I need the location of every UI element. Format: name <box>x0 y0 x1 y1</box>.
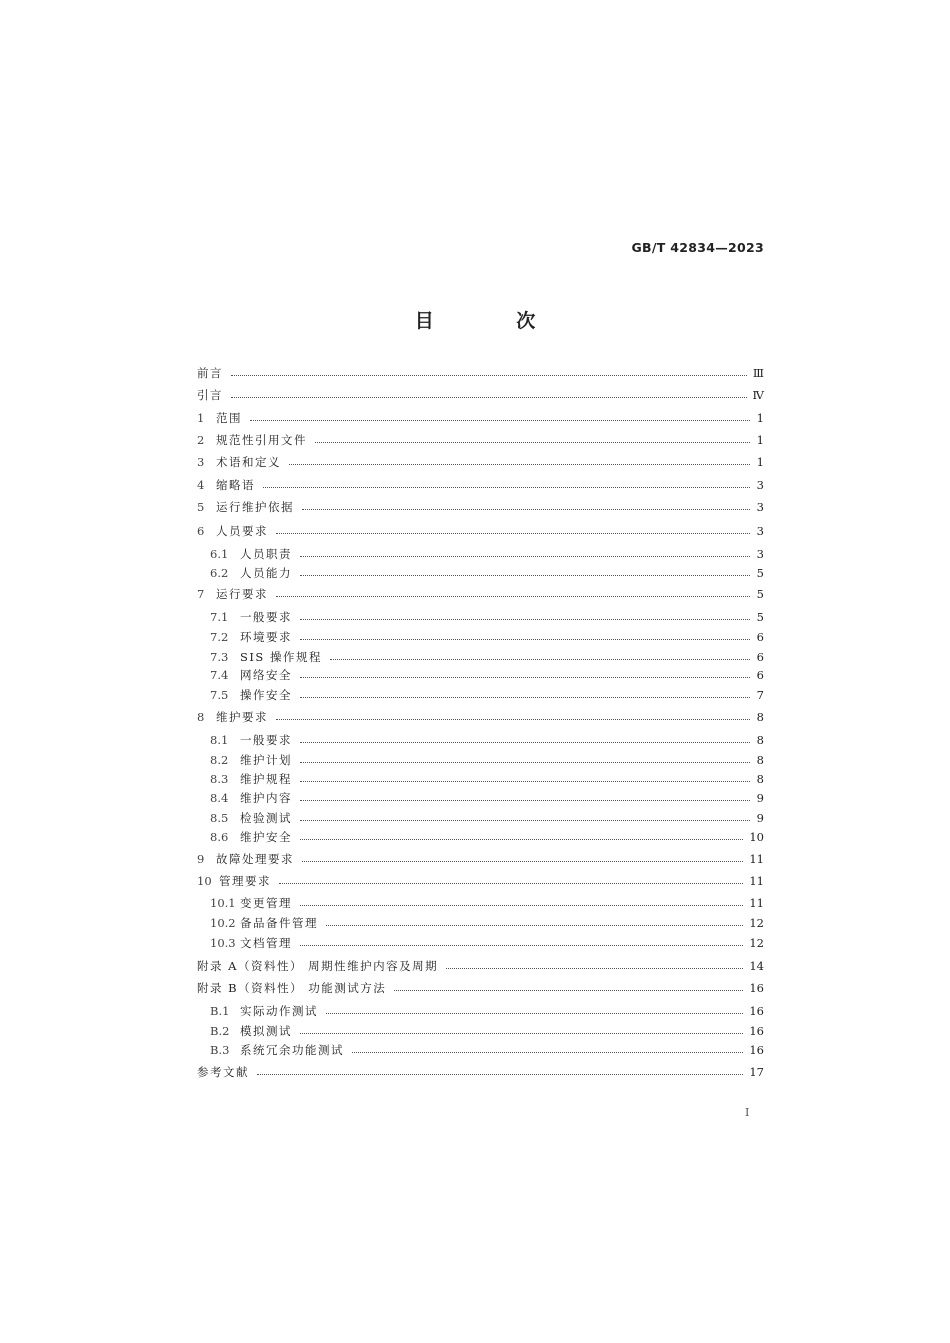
toc-entry-number: 6.2 <box>210 566 229 580</box>
page-number: Ⅰ <box>745 1106 750 1119</box>
toc-entry-page: 11 <box>749 852 764 866</box>
toc-entry[interactable] <box>210 731 764 749</box>
toc-entry[interactable] <box>197 431 764 449</box>
toc-entry-label: 文档管理 <box>240 936 292 950</box>
toc-entry-page: 3 <box>756 500 764 514</box>
toc-entry[interactable] <box>197 585 764 603</box>
toc-entry[interactable] <box>210 686 764 704</box>
dot-leader <box>300 762 750 763</box>
toc-entry[interactable] <box>197 453 764 471</box>
dot-leader <box>300 619 750 620</box>
toc-entry-number: 7.2 <box>210 630 229 644</box>
toc-entry-number: 10.2 <box>210 916 236 930</box>
toc-entry-label: 参考文献 <box>197 1065 249 1079</box>
toc-entry[interactable] <box>197 498 764 516</box>
dot-leader <box>300 556 750 557</box>
toc-entry-label: 一般要求 <box>240 610 292 624</box>
toc-entry-number: B.1 <box>210 1004 230 1018</box>
toc-entry-page: 16 <box>749 1004 764 1018</box>
toc-entry[interactable] <box>210 608 764 626</box>
toc-entry-number: 2 <box>197 433 205 447</box>
toc-entry[interactable] <box>197 1063 764 1081</box>
dot-leader <box>276 533 750 534</box>
toc-entry-page: 9 <box>756 791 764 805</box>
toc-entry-label: 模拟测试 <box>240 1024 292 1038</box>
dot-leader <box>300 677 750 678</box>
toc-entry[interactable] <box>210 751 764 769</box>
toc-entry-number: 7 <box>197 587 205 601</box>
toc-entry-page: Ⅳ <box>752 388 764 402</box>
toc-entry-number: 7.5 <box>210 688 229 702</box>
dot-leader <box>300 742 750 743</box>
toc-entry-label: 实际动作测试 <box>240 1004 318 1018</box>
toc-entry-label: 维护计划 <box>240 753 292 767</box>
toc-entry-label: 范围 <box>216 411 242 425</box>
toc-entry-label: 规范性引用文件 <box>216 433 307 447</box>
toc-entry-number: 10.1 <box>210 896 236 910</box>
dot-leader <box>263 487 750 488</box>
toc-entry-page: 5 <box>756 566 764 580</box>
toc-entry[interactable] <box>210 914 764 932</box>
dot-leader <box>300 839 743 840</box>
toc-entry[interactable] <box>197 409 764 427</box>
toc-entry-page: 1 <box>756 433 764 447</box>
toc-entry-number: 8.2 <box>210 753 229 767</box>
dot-leader <box>300 575 750 576</box>
toc-entry-label: 人员职责 <box>240 547 292 561</box>
dot-leader <box>330 659 750 660</box>
toc-entry-page: 1 <box>756 411 764 425</box>
toc-entry-label: 网络安全 <box>240 668 292 682</box>
dot-leader <box>352 1052 743 1053</box>
dot-leader <box>300 905 743 906</box>
toc-entry-label: 术语和定义 <box>216 455 281 469</box>
dot-leader <box>300 781 750 782</box>
toc-entry-page: 1 <box>756 455 764 469</box>
toc-entry[interactable] <box>210 648 764 666</box>
toc-entry[interactable] <box>197 957 764 975</box>
toc-entry-number: 8.3 <box>210 772 229 786</box>
toc-entry-page: 7 <box>756 688 764 702</box>
toc-entry[interactable] <box>197 476 764 494</box>
toc-entry-label: 维护安全 <box>240 830 292 844</box>
toc-entry[interactable] <box>197 364 764 382</box>
toc-entry-page: 8 <box>756 753 764 767</box>
toc-entry-number: 8.6 <box>210 830 229 844</box>
toc-entry-number: 8 <box>197 710 205 724</box>
toc-entry-number: 8.5 <box>210 811 229 825</box>
toc-entry-page: 8 <box>756 710 764 724</box>
dot-leader <box>300 1033 743 1034</box>
toc-entry-label: SIS 操作规程 <box>240 650 322 664</box>
toc-entry-label: 环境要求 <box>240 630 292 644</box>
dot-leader <box>300 945 743 946</box>
dot-leader <box>315 442 750 443</box>
toc-entry[interactable] <box>210 789 764 807</box>
dot-leader <box>289 464 750 465</box>
toc-entry-page: Ⅲ <box>752 366 764 380</box>
toc-entry-page: 17 <box>749 1065 764 1079</box>
toc-entry[interactable] <box>210 1002 764 1020</box>
dot-leader <box>276 596 750 597</box>
toc-entry-label: 检验测试 <box>240 811 292 825</box>
toc-entry-label: 变更管理 <box>240 896 292 910</box>
dot-leader <box>326 1013 743 1014</box>
toc-entry-number: 8.1 <box>210 733 229 747</box>
toc-entry-page: 8 <box>756 733 764 747</box>
toc-entry[interactable] <box>197 522 764 540</box>
toc-entry-label: 操作安全 <box>240 688 292 702</box>
toc-entry-label: 引言 <box>197 388 223 402</box>
dot-leader <box>300 639 750 640</box>
toc-entry-number: 7.3 <box>210 650 229 664</box>
dot-leader <box>276 719 750 720</box>
toc-entry-label: 前言 <box>197 366 223 380</box>
toc-entry-label: 维护内容 <box>240 791 292 805</box>
toc-entry[interactable] <box>197 872 764 890</box>
toc-entry-page: 6 <box>756 630 764 644</box>
toc-entry-number: 10.3 <box>210 936 236 950</box>
toc-entry-page: 16 <box>749 1024 764 1038</box>
toc-entry-page: 9 <box>756 811 764 825</box>
toc-entry-number: 10 <box>197 874 212 888</box>
toc-entry-page: 16 <box>749 1043 764 1057</box>
toc-entry-page: 6 <box>756 650 764 664</box>
toc-entry-page: 3 <box>756 547 764 561</box>
toc-entry[interactable] <box>197 850 764 868</box>
toc-entry-page: 16 <box>749 981 764 995</box>
toc-entry[interactable] <box>210 894 764 912</box>
dot-leader <box>326 925 743 926</box>
toc-entry[interactable] <box>210 1022 764 1040</box>
toc-entry[interactable] <box>210 828 764 846</box>
dot-leader <box>257 1074 743 1075</box>
toc-entry-label: 缩略语 <box>216 478 255 492</box>
toc-entry-number: 4 <box>197 478 205 492</box>
toc-entry-page: 5 <box>756 610 764 624</box>
toc-entry-label: 维护要求 <box>216 710 268 724</box>
toc-entry[interactable] <box>210 934 764 952</box>
toc-entry[interactable] <box>210 545 764 563</box>
toc-entry-number: B.2 <box>210 1024 230 1038</box>
toc-entry-label: 故障处理要求 <box>216 852 294 866</box>
toc-entry-label: 运行要求 <box>216 587 268 601</box>
dot-leader <box>446 968 743 969</box>
toc-entry-page: 12 <box>749 936 764 950</box>
toc-entry-label: 人员要求 <box>216 524 268 538</box>
toc-entry-page: 12 <box>749 916 764 930</box>
toc-entry[interactable] <box>210 770 764 788</box>
dot-leader <box>300 697 750 698</box>
toc-entry[interactable] <box>197 386 764 404</box>
toc-entry-page: 10 <box>749 830 764 844</box>
toc-entry-label: 运行维护依据 <box>216 500 294 514</box>
toc-entry-label: 一般要求 <box>240 733 292 747</box>
toc-entry-number: 3 <box>197 455 205 469</box>
toc-entry[interactable] <box>197 979 764 997</box>
toc-entry-label: 人员能力 <box>240 566 292 580</box>
toc-entry[interactable] <box>210 1041 764 1059</box>
toc-entry-label: 附录 B（资料性） 功能测试方法 <box>197 981 387 995</box>
toc-entry[interactable] <box>210 666 764 684</box>
toc-entry-number: 7.4 <box>210 668 229 682</box>
dot-leader <box>231 397 747 398</box>
dot-leader <box>250 420 750 421</box>
toc-entry-page: 3 <box>756 524 764 538</box>
toc-entry-page: 11 <box>749 896 764 910</box>
toc-entry-number: 7.1 <box>210 610 229 624</box>
toc-entry-number: 8.4 <box>210 791 229 805</box>
toc-entry-label: 管理要求 <box>219 874 271 888</box>
toc-entry-number: 1 <box>197 411 205 425</box>
toc-entry-page: 3 <box>756 478 764 492</box>
toc-entry-label: 维护规程 <box>240 772 292 786</box>
toc-entry-label: 备品备件管理 <box>240 916 318 930</box>
toc-entry-label: 附录 A（资料性） 周期性维护内容及周期 <box>197 959 439 973</box>
toc-entry-label: 系统冗余功能测试 <box>240 1043 344 1057</box>
toc-entry-number: 6.1 <box>210 547 229 561</box>
toc-entry-page: 14 <box>749 959 764 973</box>
toc-title: 目 次 <box>414 310 574 332</box>
toc-entry[interactable] <box>210 564 764 582</box>
toc-entry-number: 9 <box>197 852 205 866</box>
dot-leader <box>394 990 743 991</box>
toc-entry-page: 11 <box>749 874 764 888</box>
toc-entry-number: 5 <box>197 500 205 514</box>
toc-entry[interactable] <box>197 708 764 726</box>
toc-entry-page: 6 <box>756 668 764 682</box>
dot-leader <box>279 883 743 884</box>
toc-entry-page: 8 <box>756 772 764 786</box>
dot-leader <box>302 861 743 862</box>
toc-entry-number: B.3 <box>210 1043 230 1057</box>
dot-leader <box>231 375 747 376</box>
toc-entry[interactable] <box>210 628 764 646</box>
dot-leader <box>302 509 750 510</box>
document-code: GB/T 42834—2023 <box>631 240 764 255</box>
dot-leader <box>300 820 750 821</box>
toc-entry[interactable] <box>210 809 764 827</box>
dot-leader <box>300 800 750 801</box>
toc-entry-number: 6 <box>197 524 205 538</box>
toc-entry-page: 5 <box>756 587 764 601</box>
